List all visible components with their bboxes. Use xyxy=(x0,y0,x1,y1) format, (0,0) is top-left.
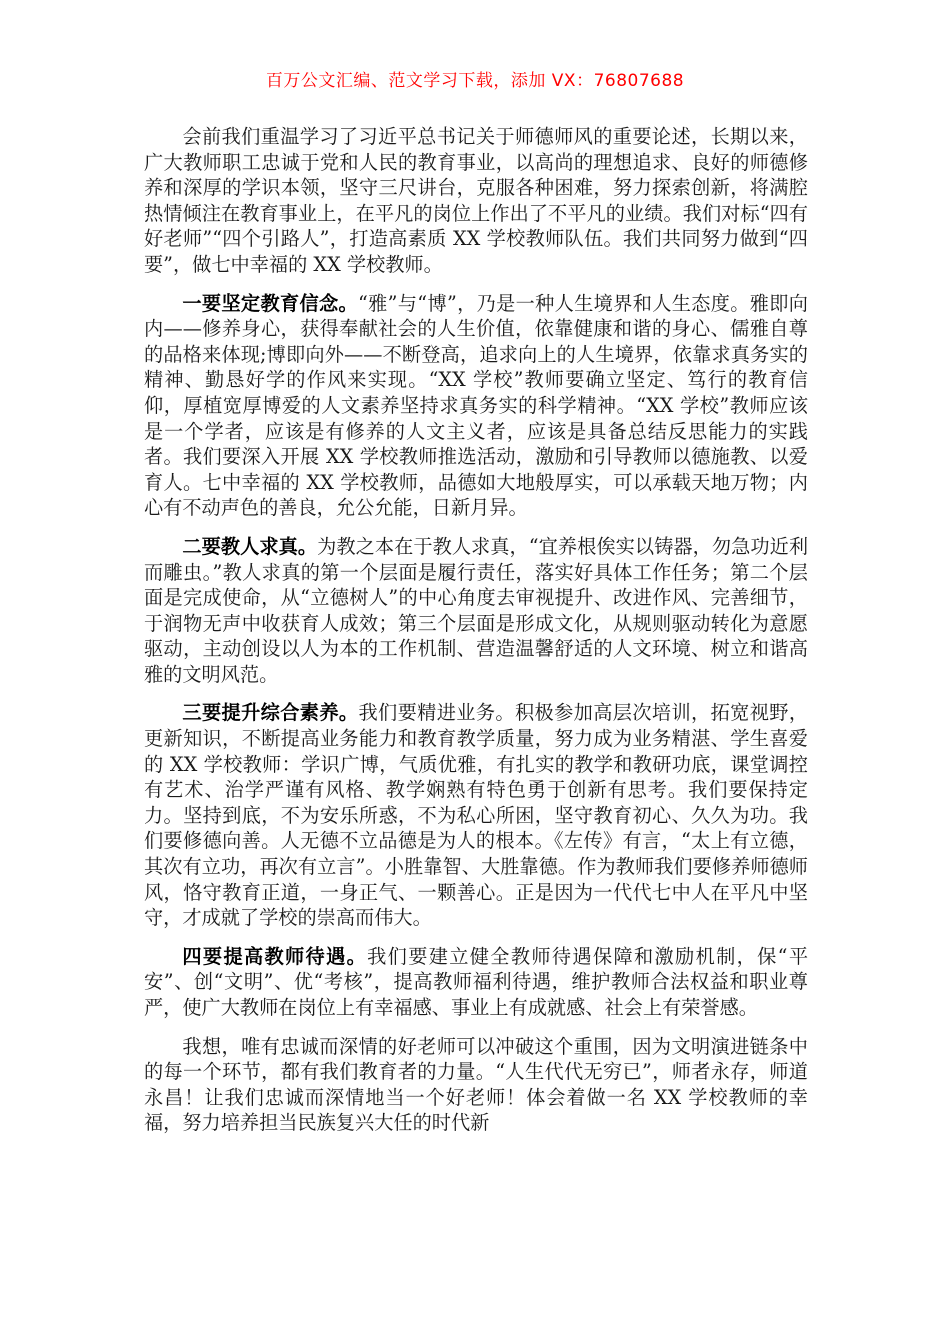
document-body xyxy=(144,124,808,1149)
paragraph-text: 为教之本在于教人求真，“宜养根俟实以铸器，勿急功近利而雕虫。”教人求真的第一个层面是履行责任，落实好具体工作任务；第二个层面是完成使命，从“立德树人”的中心角度去审视提升、改进作风、完善细节，于润物无声中收获育人成效；第三个层面是形成文化，从规则驱动转化为意愿驱动，主动创设以人为本的工作机制、营造温馨舒适的人文环境、树立和谐高雅的文明风范。 xyxy=(144,534,809,686)
paragraph-point-3 xyxy=(144,700,808,930)
paragraph-text: 我们要精进业务。积极参加高层次培训，拓宽视野，更新知识，不断提高业务能力和教育教学质量，努力成为业务精湛、学生喜爱的 XX 学校教师：学识广博，气质优雅，有扎实的教学和教研功底，课堂调控有艺术、治学严谨有风格、教学娴熟有特色勇于创新有思考。我们要保持定力。坚持到底，不为安乐所惑，不为私心所困，坚守教育初心、久久为功。我们要修德向善。人无德不立品德是为人的根本。《左传》有言，“太上有立德，其次有立功，再次有立言”。小胜靠智、大胜靠德。作为教师我们要修养师德师风，恪守教育正道，一身正气、一颗善心。正是因为一代代七中人在平凡中坚守，才成就了学校的崇高而伟大。 xyxy=(144,701,809,930)
paragraph-lead: 四要提高教师待遇。 xyxy=(182,944,368,968)
paragraph-lead: 三要提升综合素养。 xyxy=(182,701,359,725)
paragraph-point-1 xyxy=(144,291,808,521)
paragraph-text: “雅”与“博”，乃是一种人生境界和人生态度。雅即向内——修养身心，获得奉献社会的人生价值，依靠健康和谐的身心、儒雅自尊的品格来体现;博即向外——不断登高，追求向上的人生境界，依靠求真务实的精神、勤恳好学的作风来实现。“XX 学校”教师要确立坚定、笃行的教育信仰，厚植宽厚博爱的人文素养坚持求真务实的科学精神。“XX 学校”教师应该是一个学者，应该是有修养的人文主义者，应该是具备总结反思能力的实践者。我们要深入开展 XX 学校教师推选活动，激励和引导教师以德施教、以爱育人。七中幸福的 XX 学校教师，品德如大地般厚实，可以承载天地万物；内心有不动声色的善良，允公允能，日新月异。 xyxy=(144,291,808,520)
paragraph-point-4 xyxy=(144,944,808,1021)
paragraph-point-2 xyxy=(144,534,808,688)
paragraph-closing xyxy=(144,1034,808,1136)
paragraph-lead: 二要教人求真。 xyxy=(182,534,318,558)
paragraph-lead: 一要坚定教育信念。 xyxy=(182,291,359,315)
paragraph-text: 会前我们重温学习了习近平总书记关于师德师风的重要论述，长期以来，广大教师职工忠诚于党和人民的教育事业，以高尚的理想追求、良好的师德修养和深厚的学识本领，坚守三尺讲台，克服各种困难，努力探索创新，将满腔热情倾注在教育事业上，在平凡的岗位上作出了不平凡的业绩。我们对标“四有好老师”“四个引路人”，打造高素质 XX 学校教师队伍。我们共同努力做到“四要”，做七中幸福的 XX 学校教师。 xyxy=(144,125,808,276)
paragraph-text: 我们要建立健全教师待遇保障和激励机制，保“平安”、创“文明”、优“考核”，提高教师福利待遇，维护教师合法权益和职业尊严，使广大教师在岗位上有幸福感、事业上有成就感、社会上有荣誉感。 xyxy=(144,944,809,1019)
paragraph-text: 我想，唯有忠诚而深情的好老师可以冲破这个重围，因为文明演进链条中的每一个环节，都有我们教育者的力量。“人生代代无穷已”，师者永存，师道永昌！让我们忠诚而深情地当一个好老师！体会着做一名 XX 学校教师的幸福，努力培养担当民族复兴大任的时代新 xyxy=(144,1034,808,1135)
header-watermark-text: 百万公文汇编、范文学习下载，添加 VX：76807688 xyxy=(265,71,685,91)
paragraph-intro xyxy=(144,124,808,278)
